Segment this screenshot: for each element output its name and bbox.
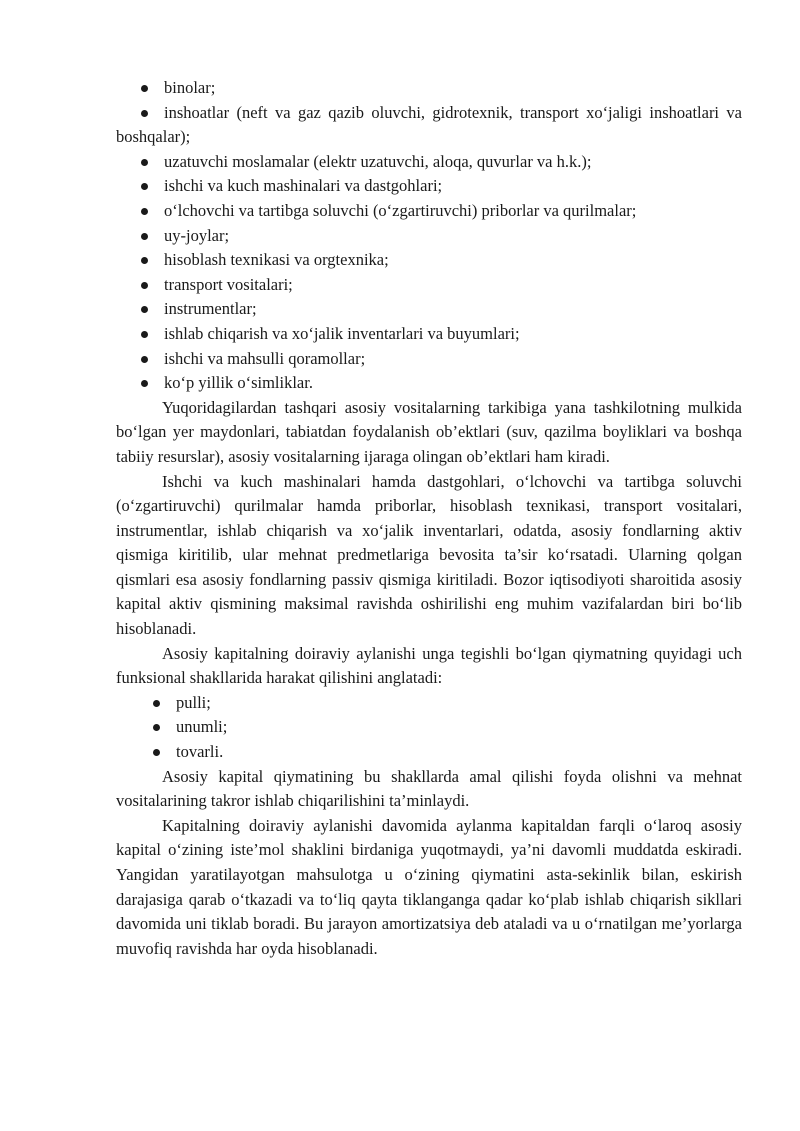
paragraph: Ishchi va kuch mashinalari hamda dastgohlari, o‘lchovchi va tartibga soluvchi (o‘zgartiruvchi) qurilmalar hamda priborlar, hisoblash texnikasi, transport vositalari, instrumentlar, ishlab chiqarish va xo‘jalik inventarlari, odatda, asosiy fondlarning aktiv qismiga kiritilib, ular mehnat predmetlariga bevosita ta’sir ko‘rsatadi. Ularning qolgan qismlari esa asosiy fondlarning passiv qismiga kiritiladi. Bozor iqtisodiyoti sharoitida asosiy kapital aktiv qismining maksimal ravishda oshirilishi eng muhim vazifalardan biri bo‘lib hisoblanadi. (116, 471, 742, 639)
bullet-icon (153, 724, 160, 731)
bullet-icon (153, 700, 160, 707)
list-item: binolar; (116, 76, 742, 101)
bullet-icon (141, 257, 148, 264)
paragraph: Asosiy kapital qiymatining bu shakllarda amal qilishi foyda olishni va mehnat vositalarining takror ishlab chiqarilishini ta’minlaydi. (116, 766, 742, 811)
list-item: unumli; (116, 715, 742, 740)
bullet-icon (141, 282, 148, 289)
list-item: transport vositalari; (116, 273, 742, 298)
bullet-icon (141, 331, 148, 338)
list-item: hisoblash texnikasi va orgtexnika; (116, 248, 742, 273)
bullet-icon (153, 749, 160, 756)
paragraph: Kapitalning doiraviy aylanishi davomida aylanma kapitaldan farqli o‘laroq asosiy kapital o‘zining iste’mol shaklini birdaniga yuqotmaydi, ya’ni davomli muddatda eskiradi. Yangidan yaratilayotgan mahsulotga u o‘zining qiymatini asta-sekinlik bilan, eskirish darajasiga qarab o‘tkazadi va to‘liq qayta tiklanganga qadar ko‘plab ishlab chiqarish sikllari davomida uni tiklab boradi. Bu jarayon amortizatsiya deb ataladi va u o‘rnatilgan me’yorlarga muvofiq ravishda har oyda hisoblanadi. (116, 815, 742, 958)
list-item: ishchi va mahsulli qoramollar; (116, 347, 742, 372)
bullet-icon (141, 233, 148, 240)
bullet-icon (141, 380, 148, 387)
list-item: instrumentlar; (116, 297, 742, 322)
document-body (116, 76, 742, 961)
forms-list (116, 691, 742, 765)
list-item: uzatuvchi moslamalar (elektr uzatuvchi, aloqa, quvurlar va h.k.); (116, 150, 742, 175)
bullet-icon (141, 85, 148, 92)
paragraph: Yuqoridagilardan tashqari asosiy vositalarning tarkibiga yana tashkilotning mulkida bo‘lgan yer maydonlari, tabiatdan foydalanish ob’ektlari (suv, qazilma boyliklari va boshqa tabiiy resurslar), asosiy vositalarning ijaraga olingan ob’ektlari ham kiradi. (116, 397, 742, 466)
bullet-icon (141, 159, 148, 166)
list-item: tovarli. (116, 740, 742, 765)
list-item: uy-joylar; (116, 224, 742, 249)
list-item: inshoatlar (neft va gaz qazib oluvchi, gidrotexnik, transport xo‘jaligi inshoatlari va boshqalar); (116, 102, 742, 147)
list-item: ishchi va kuch mashinalari va dastgohlari; (116, 174, 742, 199)
bullet-icon (141, 208, 148, 215)
assets-list (116, 76, 742, 396)
list-item: pulli; (116, 691, 742, 716)
bullet-icon (141, 110, 148, 117)
list-item: ko‘p yillik o‘simliklar. (116, 371, 742, 396)
bullet-icon (141, 183, 148, 190)
list-item: o‘lchovchi va tartibga soluvchi (o‘zgartiruvchi) priborlar va qurilmalar; (116, 199, 742, 224)
bullet-icon (141, 306, 148, 313)
bullet-icon (141, 356, 148, 363)
list-item: ishlab chiqarish va xo‘jalik inventarlari va buyumlari; (116, 322, 742, 347)
paragraph: Asosiy kapitalning doiraviy aylanishi unga tegishli bo‘lgan qiymatning quyidagi uch funksional shakllarida harakat qilishini anglatadi: (116, 643, 742, 688)
